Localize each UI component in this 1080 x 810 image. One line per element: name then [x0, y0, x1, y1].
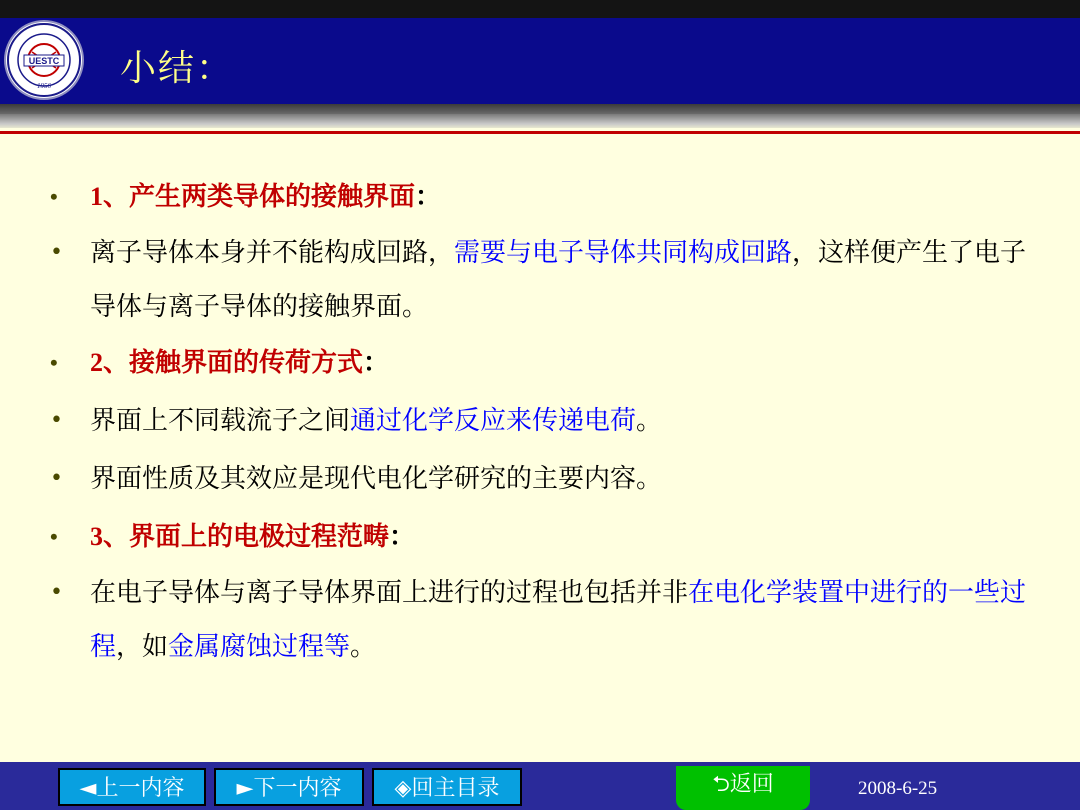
page-title: 小结：	[120, 48, 235, 89]
header-divider	[0, 131, 1080, 134]
bullet-icon: •	[50, 240, 63, 265]
bullet-icon: •	[50, 184, 58, 209]
bullet-icon: •	[50, 580, 63, 605]
body-text: ，这样便产生了电子导体与离子导体的接触界面。	[90, 238, 1027, 322]
highlight-text: 金属腐蚀过程等	[168, 632, 351, 662]
body-text: 界面上不同载流子之间	[90, 406, 351, 436]
heading-text: 3、界面上的电极过程范畴	[90, 522, 390, 551]
list-item-heading-2	[46, 334, 1036, 392]
body-text: 。	[636, 406, 663, 436]
bullet-icon: •	[50, 466, 63, 491]
navigation-footer	[0, 762, 1080, 810]
heading-text: 2、接触界面的传荷方式	[90, 348, 364, 377]
next-button[interactable]: ►下一内容	[214, 768, 364, 806]
logo-text: UESTC	[28, 56, 60, 66]
highlight-text: 在电化学装置中进行的一些过程	[90, 578, 1027, 662]
highlight-text: 需要与电子导体共同构成回路	[454, 238, 793, 268]
slide-header	[0, 18, 1080, 104]
heading-text: 1、产生两类导体的接触界面	[90, 182, 416, 211]
body-text: 。	[350, 632, 377, 662]
list-item-heading-1	[46, 168, 1036, 226]
highlight-text: 通过化学反应来传递电荷	[350, 406, 637, 436]
heading-colon: ：	[389, 522, 416, 551]
slide-date: 2008-6-25	[858, 778, 938, 799]
list-item-body-1	[46, 226, 1036, 334]
heading-colon: ：	[415, 182, 442, 211]
list-item-heading-3	[46, 508, 1036, 566]
bullet-icon: •	[50, 350, 58, 375]
list-item-body-2	[46, 392, 1036, 450]
heading-colon: ：	[363, 348, 390, 377]
body-text: 界面性质及其效应是现代电化学研究的主要内容。	[90, 464, 663, 494]
bullet-icon: •	[50, 408, 63, 433]
list-item-body-3	[46, 450, 1036, 508]
body-text: 在电子导体与离子导体界面上进行的过程也包括并非	[90, 578, 689, 608]
uestc-logo	[6, 22, 82, 98]
body-text: 离子导体本身并不能构成回路，	[90, 238, 455, 268]
logo-year: 1956	[37, 82, 51, 90]
header-band-dark	[0, 104, 1080, 114]
list-item-body-4	[46, 566, 1036, 674]
prev-button[interactable]: ◄上一内容	[58, 768, 206, 806]
header-band-light	[0, 114, 1080, 128]
bullet-list	[46, 168, 1036, 674]
body-text: ，如	[116, 632, 169, 662]
home-button[interactable]: ◈回主目录	[372, 768, 522, 806]
top-strip	[0, 0, 1080, 18]
return-button[interactable]: ⮌返回	[676, 766, 810, 810]
bullet-icon: •	[50, 524, 58, 549]
